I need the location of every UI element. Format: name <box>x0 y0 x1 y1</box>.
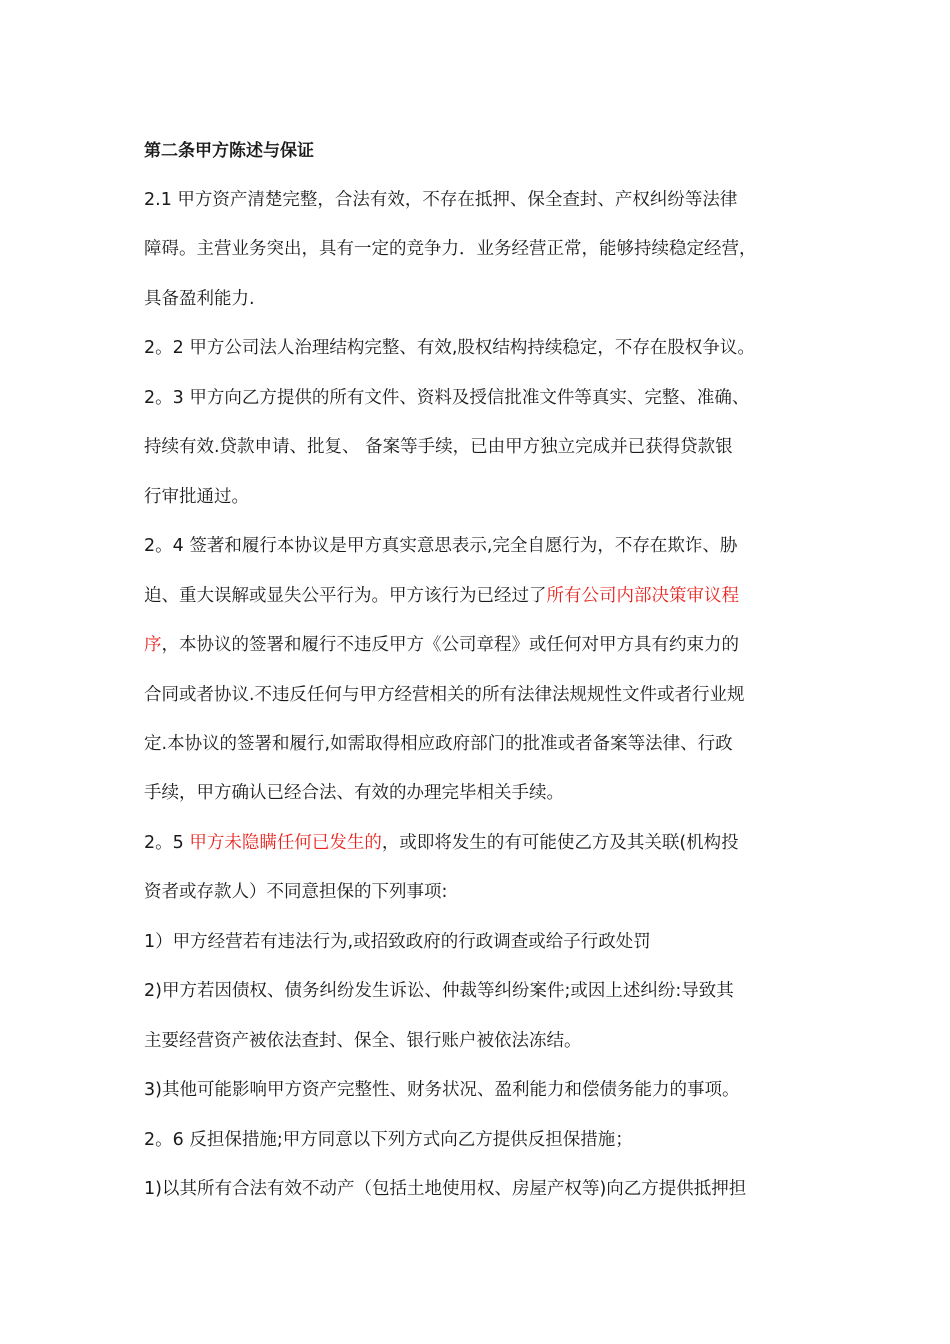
text-segment: ，或即将发生的有可能使乙方及其关联(机构投 <box>381 833 739 853</box>
article-heading: 第二条甲方陈述与保证 <box>144 141 314 161</box>
highlighted-text: 序 <box>144 635 162 655</box>
text-line: 资者或存款人）不同意担保的下列事项: <box>144 882 448 902</box>
text-line: 定.本协议的签署和履行,如需取得相应政府部门的批准或者备案等法律、行政 <box>144 734 733 754</box>
text-line <box>144 584 739 608</box>
text-line: 合同或者协议.不违反任何与甲方经营相关的所有法律法规规性文件或者行业规 <box>144 685 745 705</box>
text-line: 主要经营资产被依法查封、保全、银行账户被依法冻结。 <box>144 1031 582 1051</box>
text-line: 2。3 甲方向乙方提供的所有文件、资料及授信批准文件等真实、完整、准确、 <box>144 388 750 408</box>
text-line: 1）甲方经营若有违法行为,或招致政府的行政调查或给子行政处罚 <box>144 932 651 952</box>
text-line: 持续有效.贷款申请、批复、 备案等手续，已由甲方独立完成并已获得贷款银 <box>144 437 733 457</box>
text-line <box>144 831 739 855</box>
text-line: 具备盈利能力. <box>144 289 255 309</box>
text-line: 手续，甲方确认已经合法、有效的办理完毕相关手续。 <box>144 783 564 803</box>
text-line: 2。6 反担保措施;甲方同意以下列方式向乙方提供反担保措施； <box>144 1130 633 1150</box>
text-line: 障碍。主营业务突出，具有一定的竞争力．业务经营正常，能够持续稳定经营， <box>144 239 757 259</box>
text-line: 2。2 甲方公司法人治理结构完整、有效,股权结构持续稳定，不存在股权争议。 <box>144 338 755 358</box>
text-line <box>144 633 739 657</box>
text-line: 2)甲方若因债权、债务纠纷发生诉讼、仲裁等纠纷案件;或因上述纠纷:导致其 <box>144 981 734 1001</box>
text-line: 2。4 签著和履行本协议是甲方真实意思表示,完全自愿行为，不存在欺诈、胁 <box>144 536 738 556</box>
text-segment: ，本协议的签署和履行不违反甲方《公司章程》或任何对甲方具有约束力的 <box>161 635 739 655</box>
text-line: 2.1 甲方资产清楚完整，合法有效，不存在抵押、保全查封、产权纠纷等法律 <box>144 190 738 210</box>
text-line: 3)其他可能影响甲方资产完整性、财务状况、盈利能力和偿债务能力的事项。 <box>144 1080 740 1100</box>
text-line: 1)以其所有合法有效不动产（包括土地使用权、房屋产权等)向乙方提供抵押担 <box>144 1179 747 1199</box>
highlighted-text: 所有公司内部决策审议程 <box>546 586 739 606</box>
text-segment: 2。5 <box>144 833 190 853</box>
highlighted-text: 甲方未隐瞒任何已发生的 <box>189 833 382 853</box>
text-line: 行审批通过。 <box>144 487 249 507</box>
text-segment: 迫、重大误解或显失公平行为。甲方该行为已经过了 <box>144 586 547 606</box>
